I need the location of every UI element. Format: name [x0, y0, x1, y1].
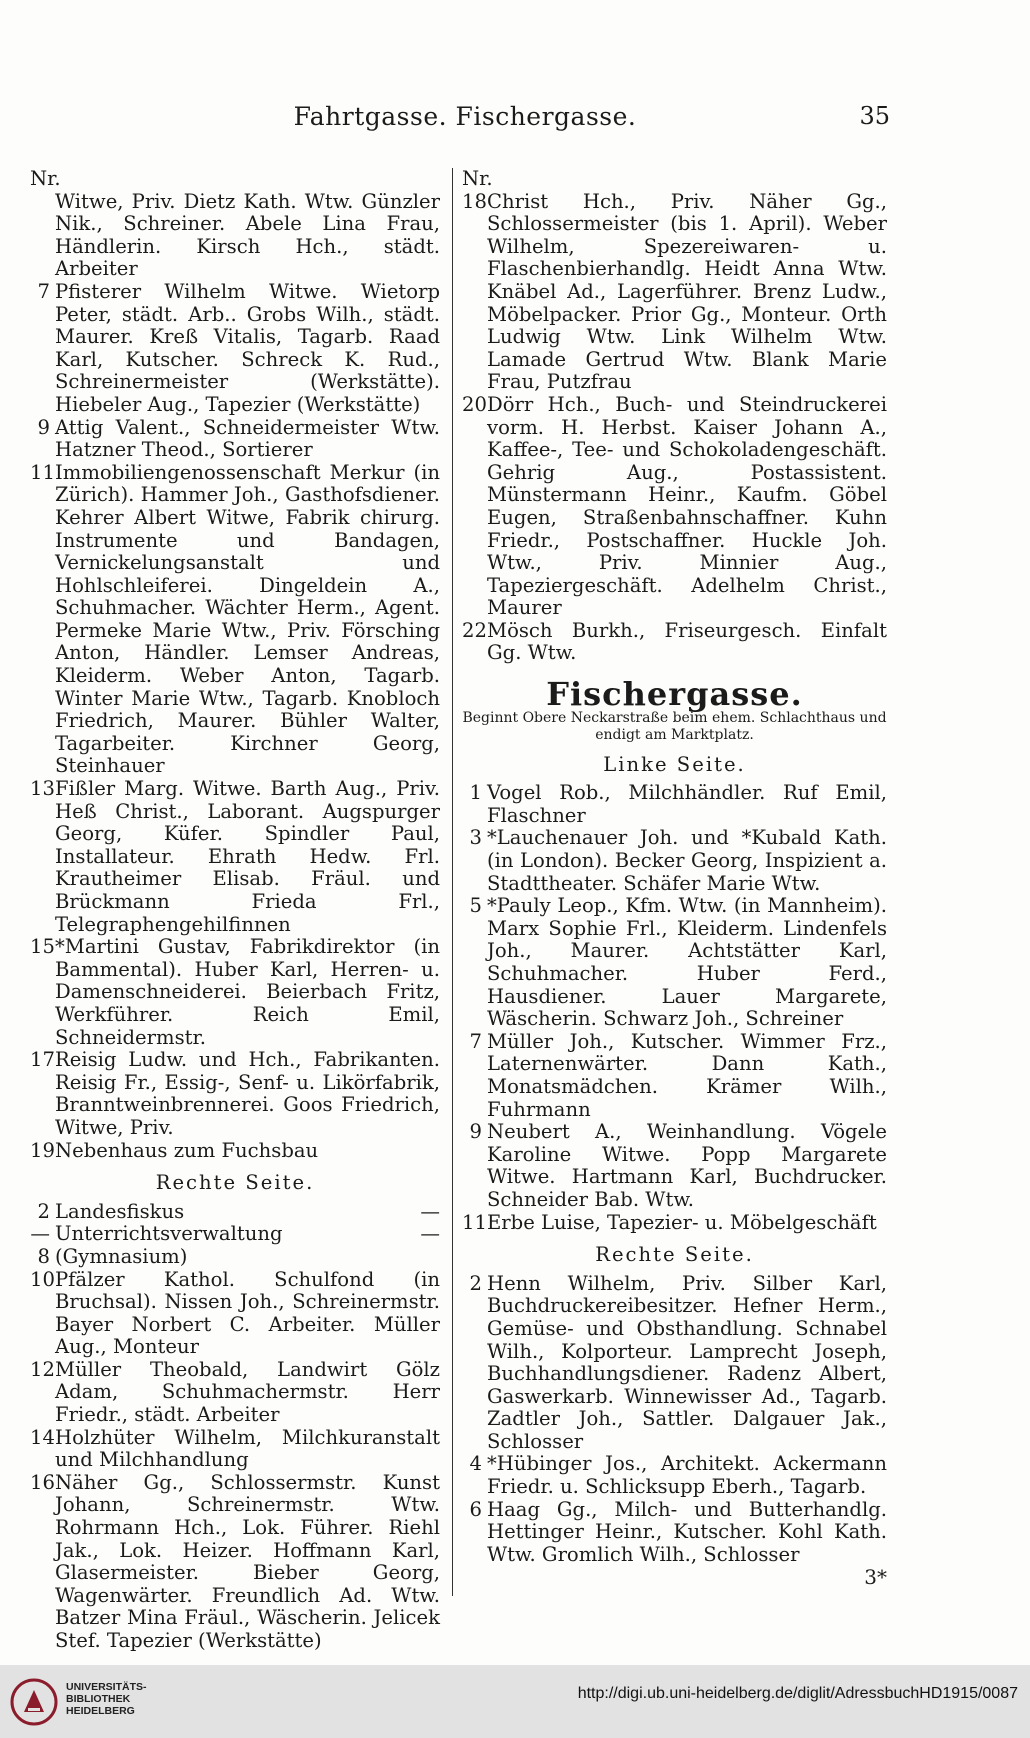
library-name: UNIVERSITÄTS- BIBLIOTHEK HEIDELBERG: [66, 1681, 147, 1717]
entry-text: *Martini Gustav, Fabrikdirektor (in Bammental). Huber Karl, Herren- u. Damenschneiderei. Beierbach Fritz, Werkführer. Reich Emil, Schneidermstr.: [55, 935, 440, 1049]
entry-text: Attig Valent., Schneidermeister Wtw. Hatzner Theod., Sortierer: [55, 415, 440, 462]
house-number: 7: [37, 279, 50, 303]
house-number: 3: [469, 826, 482, 850]
house-number: 12: [30, 1357, 55, 1381]
entry-text: Vogel Rob., Milchhändler. Ruf Emil, Flaschner: [487, 781, 887, 827]
address-entry: [462, 1453, 887, 1498]
house-number: 9: [37, 415, 50, 439]
entry-text: Haag Gg., Milch- und Butterhandlg. Hettinger Heinr., Kutscher. Kohl Kath. Wtw. Gromlich Wilh., Schlosser: [487, 1497, 887, 1566]
address-entry: [30, 1140, 440, 1163]
library-footer: [0, 1665, 1030, 1738]
address-entry: [462, 1121, 887, 1211]
entry-text: Pfisterer Wilhelm Witwe. Wietorp Peter, städt. Arb.. Grobs Wilh., städt. Maurer. Kreß Vitalis, Tagarb. Raad Karl, Kutscher. Schreck K. Rud., Schreinermeister (Werkstätte). Hiebeler Aug., Tapezier (Werkstätte): [55, 279, 440, 416]
address-entry: [462, 895, 887, 1031]
entry-text: *Lauchenauer Joh. und *Kubald Kath. (in London). Becker Georg, Inspizient a. Stadttheater. Schäfer Marie Wtw.: [487, 826, 887, 895]
address-entry: [30, 1201, 440, 1269]
house-number: 2: [469, 1271, 482, 1295]
running-title: Fahrtgasse. Fischergasse.: [293, 102, 637, 131]
signature-mark: 3*: [864, 1565, 887, 1590]
address-entry: [462, 1499, 887, 1567]
address-entry: [30, 462, 440, 778]
left-column: [30, 168, 440, 1653]
right-entries-c: [462, 1273, 887, 1567]
house-number: 1: [469, 781, 482, 805]
house-number: 15: [30, 935, 55, 959]
nr-label: Nr.: [462, 167, 493, 190]
entry-text: Nebenhaus zum Fuchsbau: [55, 1138, 319, 1162]
house-number: 14: [30, 1425, 55, 1449]
address-entry: [462, 1273, 887, 1454]
entry-text: Fißler Marg. Witwe. Barth Aug., Priv. Heß Christ., Laborant. Augspurger Georg, Küfer. Spindler Paul, Installateur. Ehrath Hedw. Frl. Krautheimer Elisab. Fräul. und Brückmann Frieda Frl., Telegraphengehilfinnen: [55, 777, 440, 936]
address-entry: [30, 191, 440, 281]
house-number: 22: [462, 618, 487, 642]
entry-text: Neubert A., Weinhandlung. Vögele Karoline Witwe. Popp Margarete Witwe. Hartmann Karl, Buchdrucker. Schneider Bab. Wtw.: [487, 1120, 887, 1211]
house-number: 11: [462, 1210, 487, 1234]
address-entry: [30, 1359, 440, 1427]
address-entry: [462, 191, 887, 394]
address-entry: [30, 281, 440, 417]
entry-text: Landesfiskus — Unterrichtsverwaltung — (Gymnasium): [55, 1199, 440, 1268]
entry-text: Witwe, Priv. Dietz Kath. Wtw. Günzler Nik., Schreiner. Abele Lina Frau, Händlerin. Kirsch Hch., städt. Arbeiter: [55, 189, 440, 281]
entry-text: *Hübinger Jos., Architekt. Ackermann Friedr. u. Schlicksupp Eberh., Tagarb.: [487, 1452, 887, 1499]
address-entry: [462, 1212, 887, 1235]
house-number: 2—8: [30, 1199, 50, 1268]
house-number: 6: [469, 1497, 482, 1521]
entry-text: Näher Gg., Schlossermstr. Kunst Johann, Schreinermstr. Wtw. Rohrmann Hch., Lok. Führer. Riehl Jak., Lok. Heizer. Hoffmann Karl, Glasermeister. Bieber Georg, Wagenwärter. Freundlich Ad. Wtw. Batzer Mina Fräul., Wäscherin. Jelicek Stef. Tapezier (Werkstätte): [55, 1470, 440, 1652]
entry-text: Pfälzer Kathol. Schulfond (in Bruchsal). Nissen Joh., Schreinermstr. Bayer Norbert C. Arbeiter. Müller Aug., Monteur: [55, 1267, 440, 1359]
address-entry: [462, 1031, 887, 1121]
house-number: 17: [30, 1048, 55, 1072]
entry-text: Müller Theobald, Landwirt Gölz Adam, Schuhmachermstr. Herr Friedr., städt. Arbeiter: [55, 1357, 440, 1427]
source-url-link[interactable]: http://digi.ub.uni-heidelberg.de/diglit/AdressbuchHD1915/0087: [577, 1685, 1018, 1702]
house-number: 16: [30, 1470, 55, 1494]
house-number: 5: [469, 894, 482, 918]
column-divider: [452, 168, 453, 1596]
left-entries-b: [30, 1201, 440, 1653]
entry-text: Dörr Hch., Buch- und Steindruckerei vorm. H. Herbst. Kaiser Johann A., Kaffee-, Tee- und Schokoladengeschäft. Gehrig Aug., Postassistent. Münstermann Heinr., Kaufm. Göbel Eugen, Straßenbahnschaffner. Kuhn Friedr., Postschaffner. Huckle Joh. Wtw., Priv. Minnier Aug., Tapeziergeschäft. Adelhelm Christ., Maurer: [487, 392, 887, 620]
section-heading-linke-seite: Linke Seite.: [603, 752, 746, 776]
address-entry: [30, 936, 440, 1049]
entry-text: Erbe Luise, Tapezier- u. Möbelgeschäft: [487, 1210, 877, 1234]
section-heading-rechte-seite: Rechte Seite.: [155, 1171, 315, 1195]
entry-text: *Pauly Leop., Kfm. Wtw. (in Mannheim). Marx Sophie Frl., Kleiderm. Lindenfels Joh., Maurer. Achtstätter Karl, Schuhmacher. Huber Ferd., Hausdiener. Lauer Margarete, Wäscherin. Schwarz Joh., Schreiner: [487, 894, 887, 1031]
entry-text: Henn Wilhelm, Priv. Silber Karl, Buchdruckereibesitzer. Hefner Herm., Gemüse- und Obsthandlung. Schnabel Wilh., Kolporteur. Lamprecht Joseph, Buchhandlungsdiener. Radenz Albert, Gaswerkarb. Winnewisser Ad., Tagarb. Zadtler Joh., Sattler. Dalgauer Jak., Schlosser: [487, 1271, 887, 1453]
street-description: Beginnt Obere Neckarstraße beim ehem. Schlachthaus und endigt am Marktplatz.: [462, 709, 887, 743]
left-entries-a: [30, 191, 440, 1163]
right-column: [462, 168, 887, 1596]
entry-text: Müller Joh., Kutscher. Wimmer Frz., Laternenwärter. Dann Kath., Monatsmädchen. Krämer Wilh., Fuhrmann: [487, 1029, 887, 1121]
address-entry: [462, 782, 887, 827]
entry-text: Immobiliengenossenschaft Merkur (in Zürich). Hammer Joh., Gasthofsdiener. Kehrer Albert Witwe, Fabrik chirurg. Instrumente und Bandagen, Vernickelungsanstalt und Hohlschleiferei. Dingeldein A., Schuhmacher. Wächter Herm., Agent. Permeke Marie Wtw., Priv. Försching Anton, Händler. Lemser Andreas, Kleiderm. Weber Anton, Tagarb. Winter Marie Wtw., Tagarb. Knobloch Friedrich, Maurer. Bühler Walter, Tagarbeiter. Kirchner Georg, Steinhauer: [55, 460, 440, 778]
section-heading-rechte-seite: Rechte Seite.: [595, 1243, 754, 1267]
address-entry: [462, 827, 887, 895]
house-number: 9: [469, 1120, 482, 1144]
nr-label: Nr.: [30, 167, 61, 190]
house-number: 13: [30, 777, 55, 801]
address-entry: [30, 417, 440, 462]
right-entries-b: [462, 782, 887, 1234]
house-number: 18: [462, 189, 487, 213]
address-entry: [30, 1427, 440, 1472]
right-entries-a: [462, 191, 887, 665]
university-library-logo-icon: [10, 1678, 58, 1726]
page-number: 35: [859, 102, 890, 130]
address-entry: [30, 1049, 440, 1139]
address-entry: [30, 778, 440, 936]
entry-text: Holzhüter Wilhelm, Milchkuranstalt und Milchhandlung: [55, 1425, 440, 1472]
entry-text: Christ Hch., Priv. Näher Gg., Schlossermeister (bis 1. April). Weber Wilhelm, Spezereiwaren- u. Flaschenbierhandlg. Heidt Anna Wtw. Knäbel Ad., Lagerführer. Brenz Ludw., Möbelpacker. Prior Gg., Monteur. Orth Ludwig Wtw. Link Wilhelm Wtw. Lamade Gertrud Wtw. Blank Marie Frau, Putzfrau: [487, 189, 887, 394]
house-number: 20: [462, 392, 487, 416]
address-entry: [30, 1269, 440, 1359]
entry-text: Mösch Burkh., Friseurgesch. Einfalt Gg. Wtw.: [487, 618, 887, 665]
house-number: 19: [30, 1138, 55, 1162]
house-number: 10: [30, 1267, 55, 1291]
page-header: [40, 102, 890, 132]
house-number: 11: [30, 460, 55, 484]
address-entry: [30, 1472, 440, 1653]
address-entry: [462, 620, 887, 665]
street-title: Fischergasse.: [546, 675, 803, 714]
house-number: 4: [469, 1452, 482, 1476]
address-entry: [462, 394, 887, 620]
house-number: 7: [469, 1029, 482, 1053]
entry-text: Reisig Ludw. und Hch., Fabrikanten. Reisig Fr., Essig-, Senf- u. Likörfabrik, Branntweinbrennerei. Goos Friedrich, Witwe, Priv.: [55, 1048, 440, 1139]
